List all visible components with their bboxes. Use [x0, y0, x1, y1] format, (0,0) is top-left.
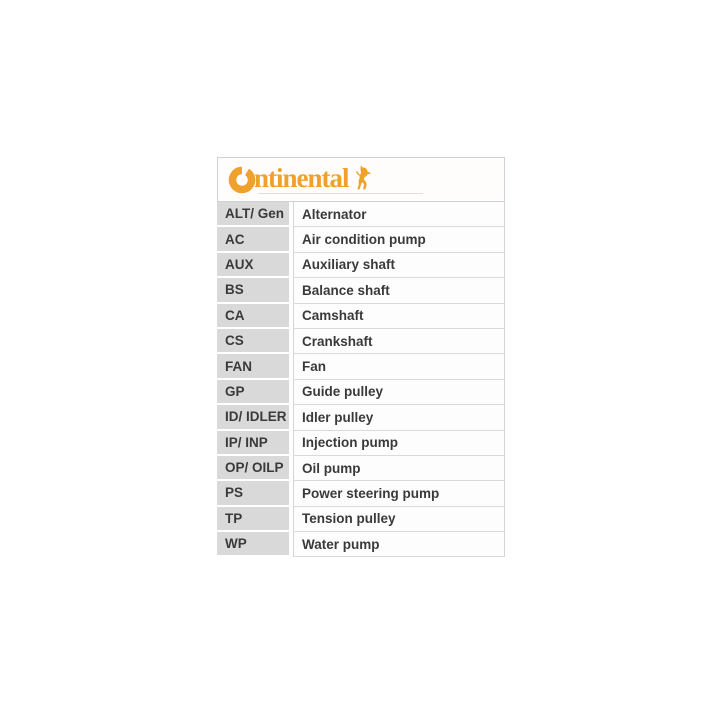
abbr-cell: AC — [217, 227, 289, 252]
desc-cell: Fan — [293, 354, 505, 379]
desc-cell: Tension pulley — [293, 507, 505, 532]
abbr-cell: BS — [217, 278, 289, 303]
table-row — [217, 329, 505, 354]
table-row — [217, 532, 505, 557]
desc-cell: Crankshaft — [293, 329, 505, 354]
legend-panel — [217, 157, 505, 557]
desc-cell: Air condition pump — [293, 227, 505, 252]
table-row — [217, 405, 505, 430]
abbr-cell: CS — [217, 329, 289, 354]
table-row — [217, 354, 505, 379]
abbr-cell: IP/ INP — [217, 431, 289, 456]
abbr-cell: GP — [217, 380, 289, 405]
desc-cell: Balance shaft — [293, 278, 505, 303]
logo-underline — [258, 193, 423, 194]
continental-logo — [228, 165, 374, 195]
desc-cell: Injection pump — [293, 431, 505, 456]
logo-horse-icon — [352, 164, 374, 190]
abbr-cell: FAN — [217, 354, 289, 379]
desc-cell: Oil pump — [293, 456, 505, 481]
table-row — [217, 481, 505, 506]
desc-cell: Alternator — [293, 202, 505, 227]
abbr-cell: WP — [217, 532, 289, 557]
abbr-cell: AUX — [217, 253, 289, 278]
abbreviation-table — [217, 202, 505, 557]
desc-cell: Water pump — [293, 532, 505, 557]
table-row — [217, 380, 505, 405]
abbr-cell: PS — [217, 481, 289, 506]
abbr-cell: CA — [217, 304, 289, 329]
desc-cell: Power steering pump — [293, 481, 505, 506]
desc-cell: Auxiliary shaft — [293, 253, 505, 278]
table-row — [217, 253, 505, 278]
table-row — [217, 227, 505, 252]
table-row — [217, 431, 505, 456]
table-row — [217, 304, 505, 329]
abbr-cell: OP/ OILP — [217, 456, 289, 481]
desc-cell: Camshaft — [293, 304, 505, 329]
abbr-cell: TP — [217, 507, 289, 532]
logo-wordmark: ntinental — [254, 163, 349, 193]
table-row — [217, 202, 505, 227]
abbr-cell: ALT/ Gen — [217, 202, 289, 227]
desc-cell: Idler pulley — [293, 405, 505, 430]
desc-cell: Guide pulley — [293, 380, 505, 405]
abbr-cell: ID/ IDLER — [217, 405, 289, 430]
table-row — [217, 278, 505, 303]
logo-c-mark-icon — [228, 166, 256, 194]
logo-box — [217, 157, 505, 202]
table-row — [217, 507, 505, 532]
table-row — [217, 456, 505, 481]
